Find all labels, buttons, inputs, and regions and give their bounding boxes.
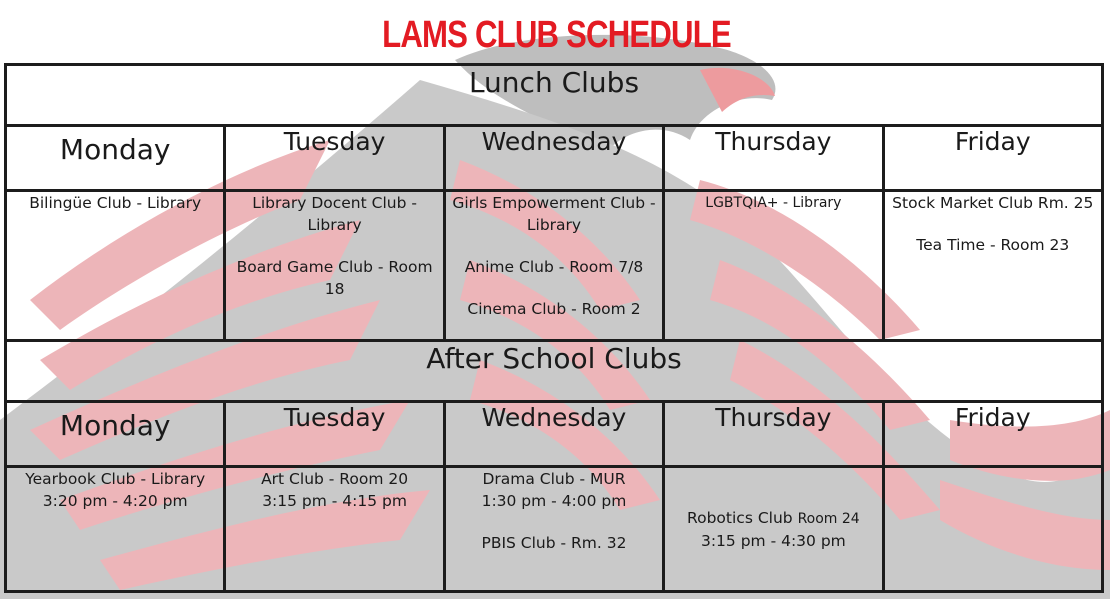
club-time: 3:15 pm - 4:30 pm bbox=[700, 531, 846, 550]
club-time: 3:20 pm - 4:20 pm bbox=[42, 492, 188, 510]
lunch-tuesday-cell bbox=[225, 191, 444, 341]
club-name: Yearbook Club - Library bbox=[25, 470, 206, 488]
after-tuesday-cell bbox=[225, 467, 444, 592]
after-monday-cell bbox=[6, 467, 225, 592]
club-entry: Girls Empowerment Club - Library bbox=[452, 194, 656, 234]
lunch-day-friday: Friday bbox=[883, 126, 1102, 191]
club-entry: LGBTQIA+ - Library bbox=[705, 195, 842, 211]
lunch-clubs-heading: Lunch Clubs bbox=[6, 65, 1103, 126]
after-school-clubs-heading: After School Clubs bbox=[6, 341, 1103, 402]
lunch-day-wednesday: Wednesday bbox=[444, 126, 663, 191]
club-entry: Anime Club - Room 7/8 bbox=[464, 258, 644, 276]
after-thursday-cell bbox=[664, 467, 883, 592]
lunch-day-tuesday: Tuesday bbox=[225, 126, 444, 191]
club-entry: Bilingüe Club - Library bbox=[29, 194, 202, 212]
club-time: 1:30 pm - 4:00 pm bbox=[481, 492, 627, 510]
club-entry: Cinema Club - Room 2 bbox=[467, 300, 641, 318]
lunch-day-thursday: Thursday bbox=[664, 126, 883, 191]
club-name: Robotics Club bbox=[687, 508, 793, 527]
club-entry: Board Game Club - Room 18 bbox=[236, 258, 433, 298]
club-name: Drama Club - MUR bbox=[482, 470, 626, 488]
club-schedule-table bbox=[4, 63, 1104, 593]
club-entry bbox=[665, 507, 881, 530]
after-friday-cell bbox=[883, 467, 1102, 592]
club-room: Room 24 bbox=[797, 510, 860, 527]
lunch-friday-cell bbox=[883, 191, 1102, 341]
after-day-monday: Monday bbox=[6, 402, 225, 467]
after-wednesday-cell bbox=[444, 467, 663, 592]
lunch-day-monday: Monday bbox=[6, 126, 225, 191]
lunch-thursday-cell bbox=[664, 191, 883, 341]
after-day-thursday: Thursday bbox=[664, 402, 883, 467]
lunch-wednesday-cell bbox=[444, 191, 663, 341]
club-time: 3:15 pm - 4:15 pm bbox=[262, 492, 407, 510]
after-day-friday: Friday bbox=[883, 402, 1102, 467]
club-entry: Library Docent Club - Library bbox=[252, 194, 417, 234]
page-title: LAMS CLUB SCHEDULE bbox=[382, 14, 731, 56]
lunch-monday-cell bbox=[6, 191, 225, 341]
club-name: PBIS Club - Rm. 32 bbox=[481, 534, 627, 552]
club-name: Art Club - Room 20 bbox=[261, 470, 409, 488]
after-day-tuesday: Tuesday bbox=[225, 402, 444, 467]
club-entry: Stock Market Club Rm. 25 bbox=[892, 194, 1094, 212]
after-day-wednesday: Wednesday bbox=[444, 402, 663, 467]
club-entry: Tea Time - Room 23 bbox=[916, 236, 1070, 254]
